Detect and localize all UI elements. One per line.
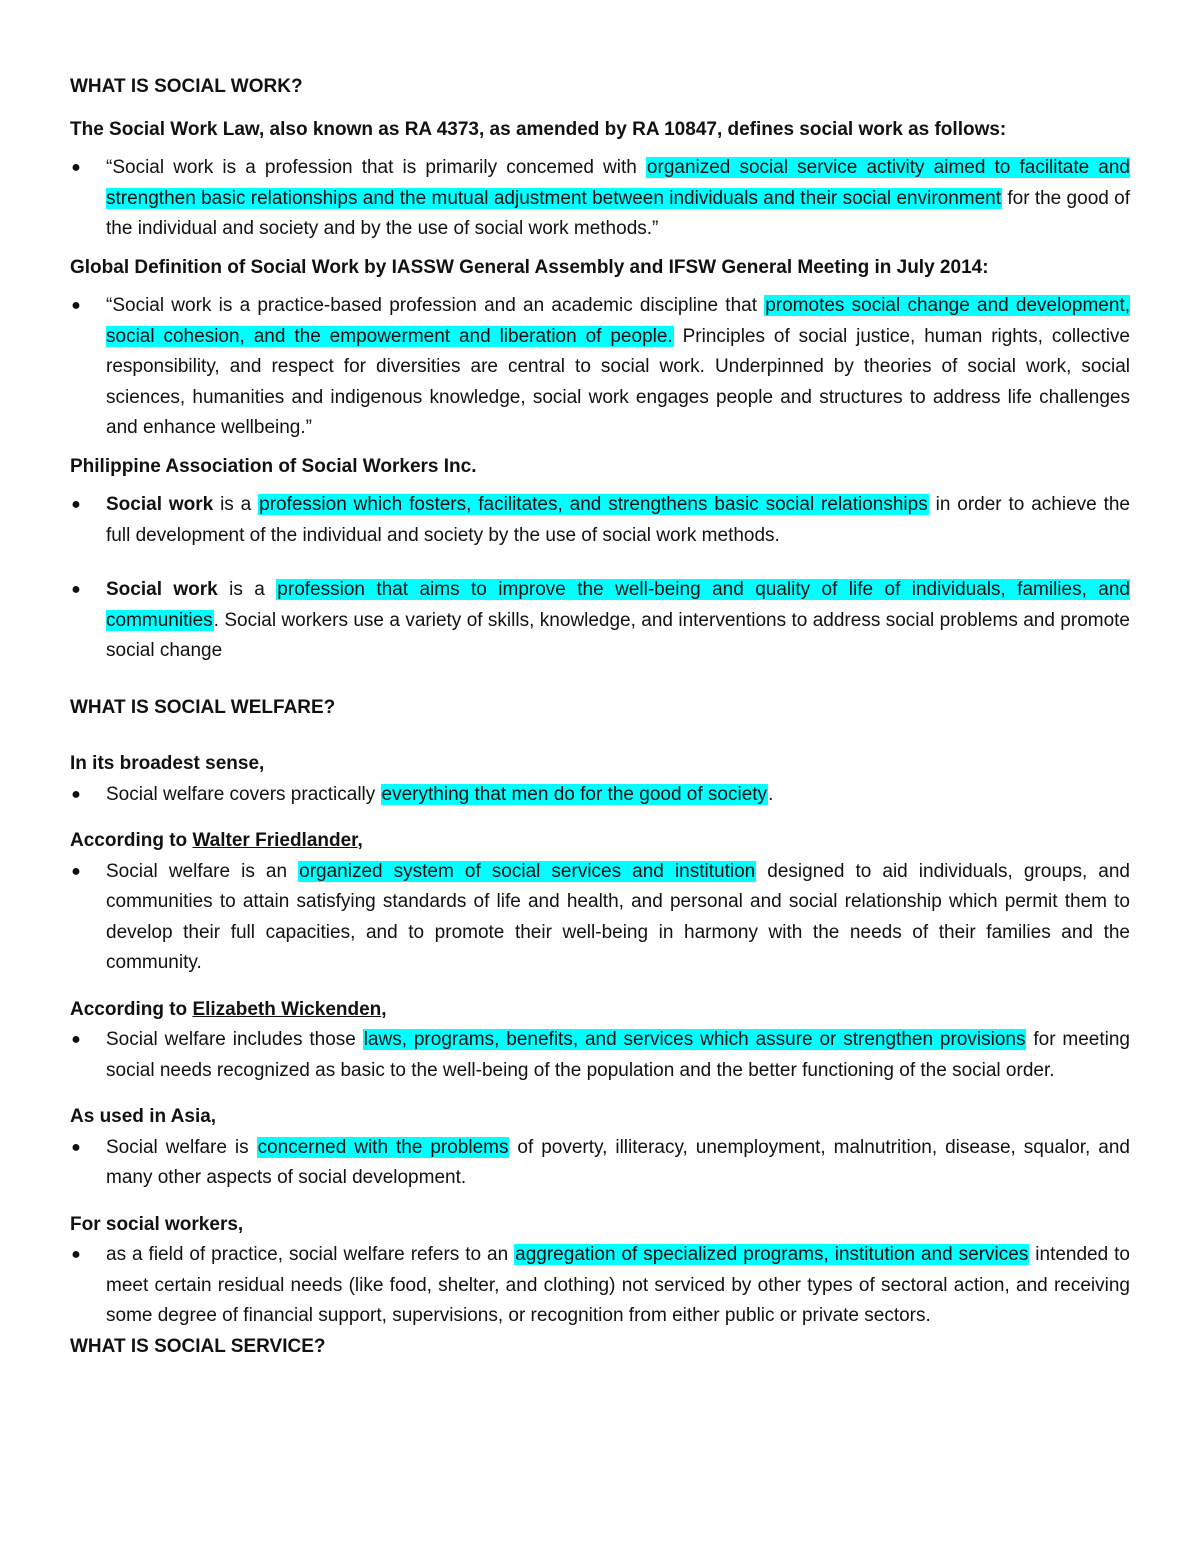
social-workers-definition-list xyxy=(70,1240,1130,1332)
list-item: ● Social welfare is concerned with the problems of poverty, illiteracy, unemployment, malnutrition, disease, squalor, and many other aspects of social development. xyxy=(70,1133,1130,1194)
bullet-dot-icon: ● xyxy=(71,1031,81,1048)
list-item: ● Social welfare includes those laws, programs, benefits, and services which assure or strengthen provisions for meeting social needs recognized as basic to the well-being of the population and the better functioning of the social order. xyxy=(70,1025,1130,1086)
highlighted-text: everything that men do for the good of society xyxy=(381,783,768,805)
bullet-dot-icon: ● xyxy=(71,862,81,880)
wickenden-definition-list xyxy=(70,1025,1130,1086)
asia-intro: As used in Asia, xyxy=(70,1106,217,1127)
social-workers-intro: For social workers, xyxy=(70,1213,244,1235)
pasw-definition-list xyxy=(70,490,1130,667)
bullet-dot-icon: ● xyxy=(71,496,81,513)
heading-social-service: WHAT IS SOCIAL SERVICE? xyxy=(70,1335,326,1357)
highlighted-text: profession that aims to improve the well-being and quality of life of individuals, families, and communities xyxy=(106,579,1130,631)
bullet-dot-icon: ● xyxy=(71,1138,81,1156)
law-intro: The Social Work Law, also known as RA 4373, as amended by RA 10847, defines social work as follows: xyxy=(70,118,1007,140)
highlighted-text: organized social service activity aimed to facilitate and strengthen basic relationships and the mutual adjustment between individuals and their social environment xyxy=(106,157,1130,209)
list-item: ● Social work is a profession that aims to improve the well-being and quality of life of individuals, families, and communities. Social workers use a variety of skills, knowledge, and interventions to address social problems and promote social change xyxy=(70,575,1130,667)
list-item: ● as a field of practice, social welfare refers to an aggregation of specialized programs, institution and services intended to meet certain residual needs (like food, shelter, and clothing) not serviced by other types of sectoral action, and receiving some degree of financial support, supervisions, or recognition from either public or private sectors. xyxy=(70,1240,1130,1332)
heading-social-work: WHAT IS SOCIAL WORK? xyxy=(70,76,303,97)
bullet-dot-icon: ● xyxy=(71,785,81,803)
highlighted-text: aggregation of specialized programs, institution and services xyxy=(515,1244,1029,1265)
heading-social-welfare: WHAT IS SOCIAL WELFARE? xyxy=(70,696,336,718)
asia-definition-list xyxy=(70,1133,1130,1194)
document-page xyxy=(70,72,1130,1362)
bullet-dot-icon: ● xyxy=(71,297,81,314)
list-item: ● Social welfare is an organized system of social services and institution designed to aid individuals, groups, and communities to attain satisfying standards of life and health, and personal and social relationship which permit them to develop their full capacities, and to promote their well-being in harmony with the needs of their families and the community. xyxy=(70,857,1130,979)
friedlander-intro: According to Walter Friedlander, xyxy=(70,830,363,851)
global-definition-intro: Global Definition of Social Work by IASSW General Assembly and IFSW General Meeting in July 2014: xyxy=(70,256,989,278)
highlighted-text: profession which fosters, facilitates, and strengthens basic social relationships xyxy=(259,494,928,515)
pasw-intro: Philippine Association of Social Workers Inc. xyxy=(70,455,477,477)
list-item: ● “Social work is a practice-based profession and an academic discipline that promotes social change and development, social cohesion, and the empowerment and liberation of people. Principles of social justice, human rights, collective responsibility, and respect for diversities are central to social work. Underpinned by theories of social work, social sciences, humanities and indigenous knowledge, social work engages people and structures to address life challenges and enhance wellbeing.” xyxy=(70,291,1130,444)
highlighted-text: concerned with the problems xyxy=(257,1136,509,1158)
wickenden-intro: According to Elizabeth Wickenden, xyxy=(70,998,387,1020)
list-item: ● “Social work is a profession that is primarily concemed with organized social service activity aimed to facilitate and strengthen basic relationships and the mutual adjustment between individuals and their social environment for the good of the individual and society and by the use of social work methods.” xyxy=(70,153,1130,245)
broad-sense-intro: In its broadest sense, xyxy=(70,753,265,774)
author-name: Walter Friedlander xyxy=(192,830,358,851)
global-definition-list xyxy=(70,291,1130,444)
law-definition-list xyxy=(70,153,1130,245)
friedlander-definition-list xyxy=(70,857,1130,979)
list-item: ● Social work is a profession which fosters, facilitates, and strengthens basic social relationships in order to achieve the full development of the individual and society by the use of social work methods. xyxy=(70,490,1130,551)
broad-definition-list xyxy=(70,780,1130,811)
highlighted-text: promotes social change and development, social cohesion, and the empowerment and liberation of people. xyxy=(106,295,1130,347)
highlighted-text: laws, programs, benefits, and services which assure or strengthen provisions xyxy=(363,1029,1026,1050)
bullet-dot-icon: ● xyxy=(71,1246,81,1263)
author-name: Elizabeth Wickenden xyxy=(192,998,382,1020)
bullet-dot-icon: ● xyxy=(71,581,81,598)
bullet-dot-icon: ● xyxy=(71,159,81,176)
list-item: ● Social welfare covers practically everything that men do for the good of society. xyxy=(70,780,1130,811)
highlighted-text: organized system of social services and institution xyxy=(299,860,756,882)
